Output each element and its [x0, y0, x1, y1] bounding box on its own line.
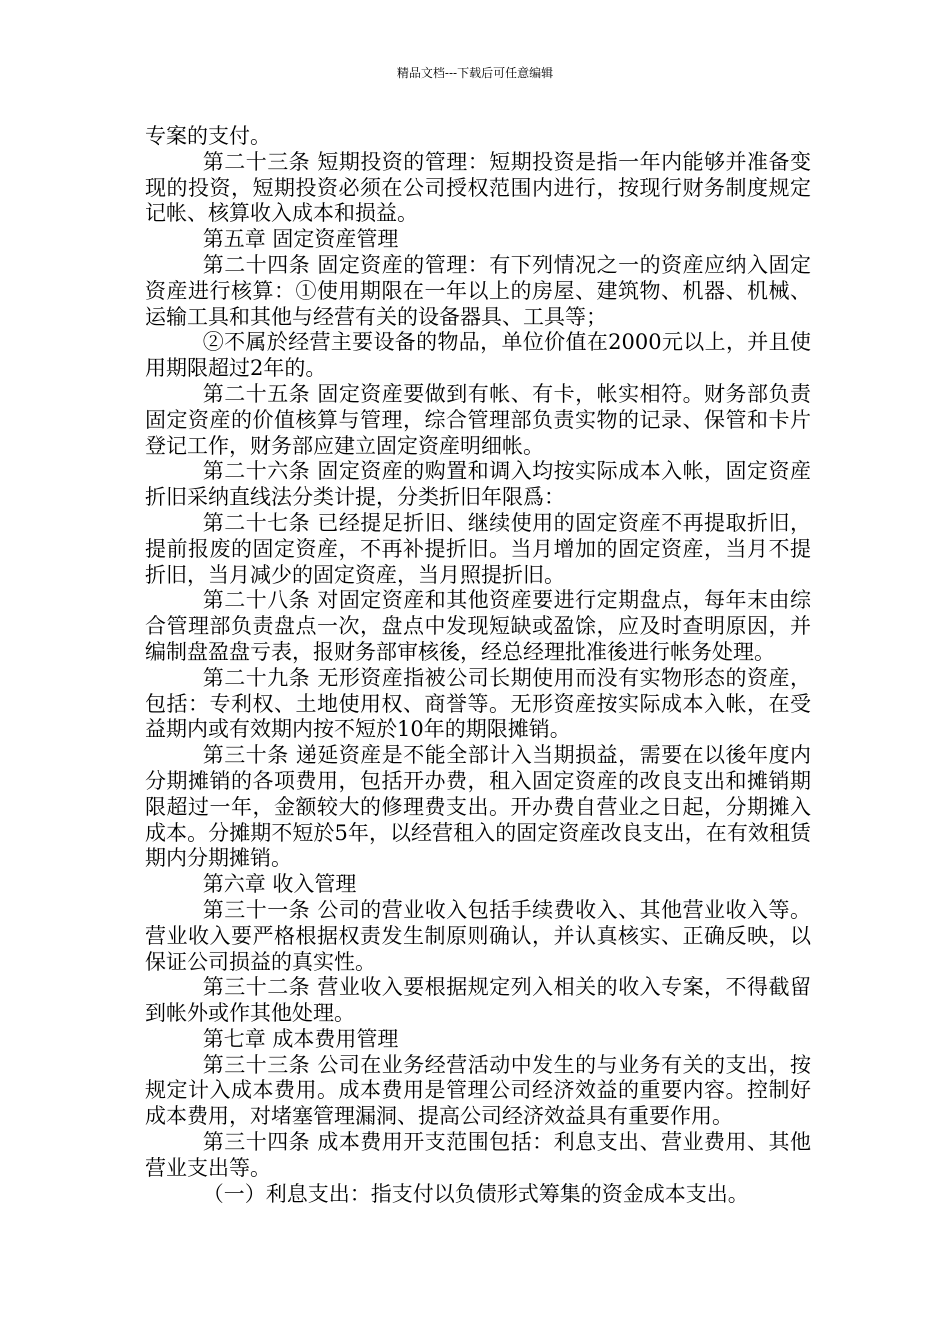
paragraph-article-24-item-2: ②不属於经营主要设备的物品，单位价值在2000元以上，并且使用期限超过2年的。 [145, 330, 811, 381]
paragraph-article-32: 第三十二条 营业收入要根据规定列入相关的收入专案，不得截留到帐外或作其他处理。 [145, 975, 811, 1026]
paragraph-article-28: 第二十八条 对固定资産和其他资産要进行定期盘点，每年末由综合管理部负责盘点一次，盘点中发现短缺或盈馀，应及时查明原因，并编制盘盈盘亏表，报财务部审核後，经总经理批准後进行帐务处理。 [145, 588, 811, 664]
paragraph-article-23: 第二十三条 短期投资的管理：短期投资是指一年内能够并准备变现的投资，短期投资必须在公司授权范围内进行，按现行财务制度规定记帐、核算收入成本和损益。 [145, 149, 811, 226]
paragraph-article-26: 第二十六条 固定资産的购置和调入均按实际成本入帐，固定资産折旧采纳直线法分类计提，分类折旧年限爲： [145, 459, 811, 510]
paragraph-article-25: 第二十五条 固定资産要做到有帐、有卡，帐实相符。财务部负责固定资産的价值核算与管理，综合管理部负责实物的记录、保管和卡片登记工作，财务部应建立固定资産明细帐。 [145, 381, 811, 458]
page-header: 精品文档---下载后可任意编辑 [396, 66, 554, 80]
paragraph-article-34: 第三十四条 成本费用开支范围包括：利息支出、营业费用、其他营业支出等。 [145, 1130, 811, 1180]
paragraph-item-1: （一）利息支出：指支付以负债形式筹集的资金成本支出。 [202, 1181, 749, 1206]
document-body [145, 124, 811, 1207]
paragraph-article-33: 第三十三条 公司在业务经营活动中发生的与业务有关的支出，按规定计入成本费用。成本费用是管理公司经济效益的重要内容。控制好成本费用，对堵塞管理漏洞、提高公司经济效益具有重要作用。 [145, 1052, 811, 1129]
paragraph-article-30: 第三十条 递延资産是不能全部计入当期损益，需要在以後年度内分期摊销的各项费用，包括开办费，租入固定资産的改良支出和摊销期限超过一年，金额较大的修理费支出。开办费自营业之日起，分期摊入成本。分摊期不短於5年，以经营租入的固定资産改良支出，在有效租赁期内分期摊销。 [145, 743, 811, 871]
paragraph-article-24: 第二十四条 固定资産的管理：有下列情况之一的资産应纳入固定资産进行核算：①使用期限在一年以上的房屋、建筑物、机器、机械、运输工具和其他与经营有关的设备器具、工具等； [145, 252, 811, 329]
chapter-heading-7: 第七章 成本费用管理 [202, 1026, 399, 1051]
chapter-heading-5: 第五章 固定资産管理 [202, 227, 399, 252]
chapter-heading-6: 第六章 收入管理 [202, 872, 357, 897]
paragraph: 专案的支付。 [145, 124, 271, 148]
paragraph-article-29: 第二十九条 无形资産指被公司长期使用而没有实物形态的资産，包括：专利权、土地使用权、商誉等。无形资産按实际成本入帐，在受益期内或有效期内按不短於10年的期限摊销。 [145, 665, 811, 742]
paragraph-article-27: 第二十七条 已经提足折旧、继续使用的固定资産不再提取折旧，提前报废的固定资産，不再补提折旧。当月增加的固定资産，当月不提折旧，当月减少的固定资産，当月照提折旧。 [145, 510, 811, 587]
paragraph-article-31: 第三十一条 公司的营业收入包括手续费收入、其他营业收入等。营业收入要严格根据权责发生制原则确认，并认真核实、正确反映，以保证公司损益的真实性。 [145, 897, 811, 974]
